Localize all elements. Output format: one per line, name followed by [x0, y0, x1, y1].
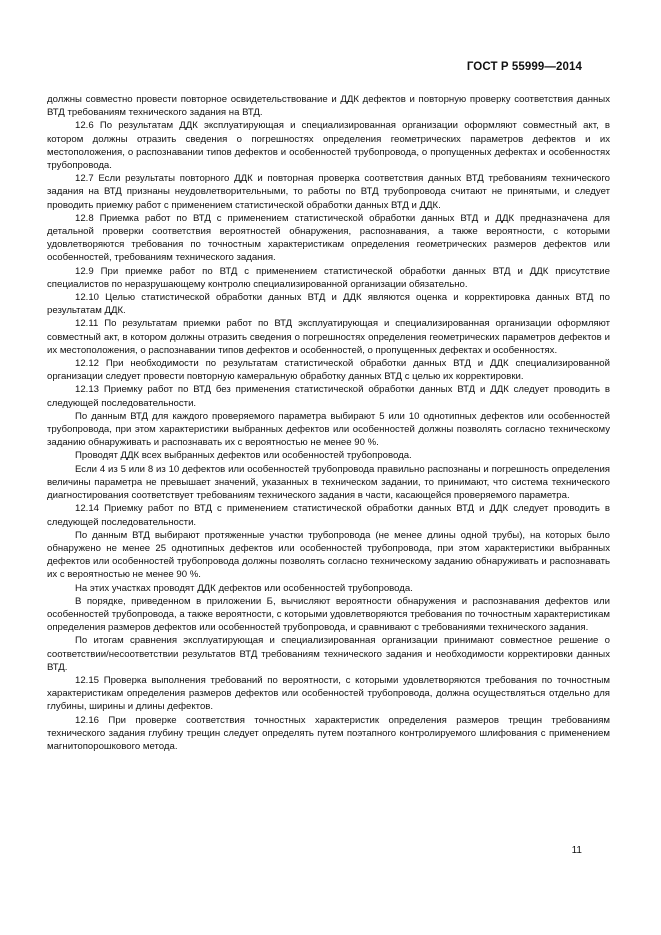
paragraph-12-6: 12.6 По результатам ДДК эксплуатирующая и специализированная организации оформляют совместный акт, в котором должны отразить сведения о погрешностях определения геометрических параметров дефектов и их местоположения, о распознавании типов дефектов и особенностей трубопровода, о пропущенных дефектах и особенностях трубопровода. — [47, 120, 610, 172]
paragraph-12-8: 12.8 Приемка работ по ВТД с применением статистической обработки данных ВТД и ДДК предназначена для детальной проверки соответствия вероятностей обнаружения, распознавания, а также вероятности, с которыми удовлетворяются требования по точностным характеристикам определения геометрических размеров дефектов или особенностей, требованиям технического задания. — [47, 212, 610, 264]
paragraph-12-13-a: По данным ВТД для каждого проверяемого параметра выбирают 5 или 10 однотипных дефектов или особенностей трубопровода, при этом характеристики выбранных дефектов или особенностей должны позволять согласно техническому заданию обнаруживать и распознавать их с вероятностью не менее 90 %. — [47, 410, 610, 449]
paragraph-12-13-b: Проводят ДДК всех выбранных дефектов или особенностей трубопровода. — [75, 450, 412, 462]
paragraph-12-14-d: По итогам сравнения эксплуатирующая и специализированная организации принимают совместное решение о соответствии/несоответствии результатов ВТД требованиям технического задания и необходимости корректировки данных ВТД. — [47, 635, 610, 673]
paragraph-continuation: должны совместно провести повторное освидетельствование и ДДК дефектов и повторную проверку соответствия данных ВТД требованиям технического задания на ВТД. — [47, 94, 610, 119]
paragraph-12-7: 12.7 Если результаты повторного ДДК и повторная проверка соответствия данных ВТД требованиям технического задания на ВТД признаны неудовлетворительными, то работы по ВТД трубопровода считают не принятыми, и следует проводить приемку работ с применением статистической обработки данных ВТД и ДДК. — [47, 173, 610, 211]
paragraph-12-14: 12.14 Приемку работ по ВТД с применением статистической обработки данных ВТД и ДДК следует проводить в следующей последовательности. — [47, 503, 610, 528]
paragraph-12-13: 12.13 Приемку работ по ВТД без применения статистической обработки данных ВТД и ДДК следует проводить в следующей последовательности. — [47, 384, 610, 409]
paragraph-12-13-c: Если 4 из 5 или 8 из 10 дефектов или особенностей трубопровода правильно распознаны и погрешность определения величины параметра не превышает значений, указанных в техническом задании, то принимают, что система технического диагностирования соответствует требованиям технического задания в части, касающейся проверяемого параметра. — [47, 463, 610, 502]
paragraph-12-14-b: На этих участках проводят ДДК дефектов или особенностей трубопровода. — [75, 582, 413, 594]
paragraph-12-16: 12.16 При проверке соответствия точностных характеристик определения размеров трещин требованиям технического задания глубину трещин следует определять путем поэтапного контролируемого шлифования с применением магнитопорошкового метода. — [47, 714, 610, 752]
paragraph-12-12: 12.12 При необходимости по результатам статистической обработки данных ВТД и ДДК специализированной организации следует провести повторную камеральную обработку данных ВТД с целью их корректировки. — [47, 358, 610, 383]
paragraph-12-10: 12.10 Целью статистической обработки данных ВТД и ДДК являются оценка и корректировка данных ВТД по результатам ДДК. — [47, 292, 610, 317]
paragraph-12-14-c: В порядке, приведенном в приложении Б, вычисляют вероятности обнаружения и распознавания дефектов или особенностей трубопровода, а также вероятности, с которыми удовлетворяются требования по точностным характеристикам определения размеров дефектов или особенностей трубопровода, и сравнивают с требованиями технического задания. — [47, 595, 610, 634]
paragraph-12-9: 12.9 При приемке работ по ВТД с применением статистической обработки данных ВТД и ДДК присутствие специалистов по неразрушающему контролю специализированной организации обязательно. — [47, 265, 610, 290]
body-text — [47, 93, 610, 753]
page-number: 11 — [571, 845, 582, 856]
paragraph-12-14-a: По данным ВТД выбирают протяженные участки трубопровода (не менее длины одной трубы), на которых было обнаружено не менее 25 однотипных дефектов или особенностей трубопровода, при этом характеристики выбранных дефектов или особенностей трубопровода должны позволять согласно техническому заданию обнаруживать и распознавать их с вероятностью не менее 90 %. — [47, 529, 610, 581]
paragraph-12-15: 12.15 Проверка выполнения требований по вероятности, с которыми удовлетворяются требования по точностным характеристикам определения размеров дефектов или особенностей трубопровода, должна осуществляться отдельно для глубины, ширины и длины дефектов. — [47, 674, 610, 713]
paragraph-12-11: 12.11 По результатам приемки работ по ВТД эксплуатирующая и специализированная организации оформляют совместный акт, в котором должны отразить сведения о погрешностях определения геометрических параметров дефектов и их местоположения, о распознавании типов дефектов и особенностей, о пропущенных дефектах и особенностях. — [47, 318, 610, 356]
standard-id: ГОСТ Р 55999—2014 — [466, 61, 582, 73]
